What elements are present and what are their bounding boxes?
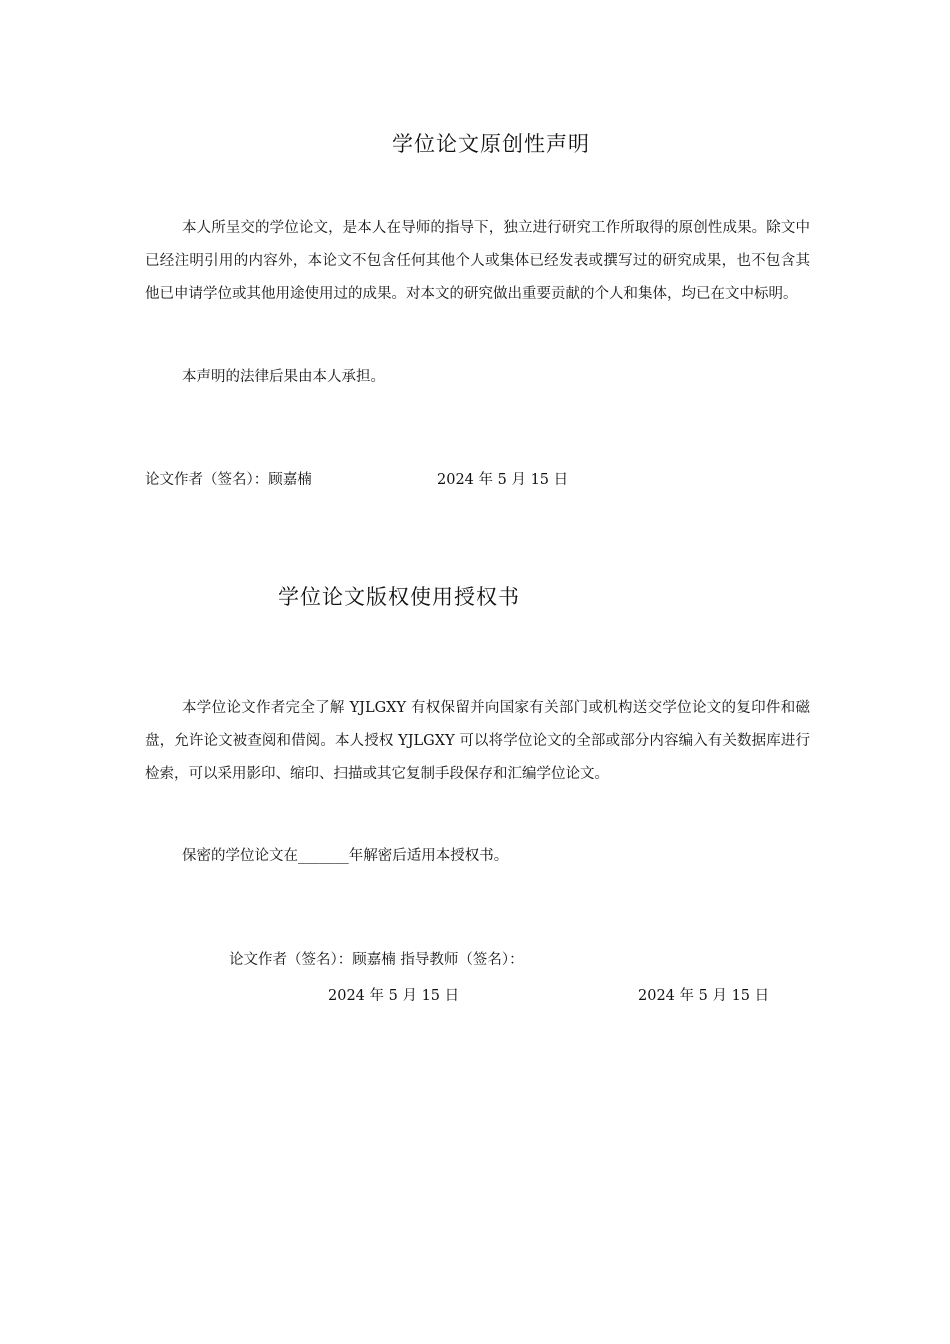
authorization-signatures: 论文作者（签名）：顾嘉楠 指导教师（签名）： xyxy=(229,952,524,968)
confidential-paragraph: 保密的学位论文在_______年解密后适用本授权书。 xyxy=(182,848,509,864)
author-date: 2024 年 5 月 15 日 xyxy=(328,988,460,1004)
declaration-author-signature: 论文作者（签名）：顾嘉楠 xyxy=(145,472,312,488)
declaration-title: 学位论文原创性声明 xyxy=(392,132,590,156)
declaration-paragraph: 本人所呈交的学位论文，是本人在导师的指导下，独立进行研究工作所取得的原创性成果。除文中已经注明引用的内容外，本论文不包含任何其他个人或集体已经发表或撰写过的研究成果，也不包含其他已申请学位或其他用途使用过的成果。对本文的研究做出重要贡献的个人和集体，均已在文中标明。 xyxy=(145,220,810,302)
authorization-title: 学位论文版权使用授权书 xyxy=(278,585,520,609)
advisor-date: 2024 年 5 月 15 日 xyxy=(638,988,770,1004)
declaration-date: 2024 年 5 月 15 日 xyxy=(437,472,569,488)
declaration-liability-paragraph: 本声明的法律后果由本人承担。 xyxy=(182,369,385,385)
authorization-paragraph: 本学位论文作者完全了解 YJLGXY 有权保留并向国家有关部门或机构送交学位论文的复印件和磁盘，允许论文被查阅和借阅。本人授权 YJLGXY 可以将学位论文的全部或部分内容编入有关数据库进行检索，可以采用影印、缩印、扫描或其它复制手段保存和汇编学位论文。 xyxy=(145,700,810,782)
